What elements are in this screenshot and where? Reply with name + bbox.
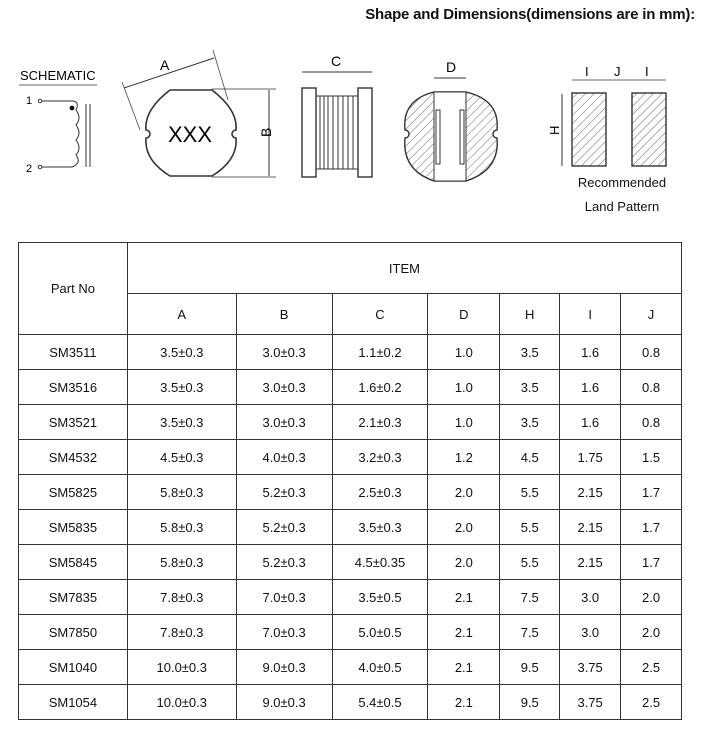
part-number-cell: SM1040: [19, 650, 128, 685]
dimension-cell: 3.0±0.3: [236, 405, 332, 440]
part-number-cell: SM7835: [19, 580, 128, 615]
dimension-cell: 3.5±0.3: [332, 510, 428, 545]
dimension-cell: 2.15: [560, 545, 621, 580]
dimension-cell: 5.5: [500, 545, 560, 580]
land-pattern-caption-2: Land Pattern: [584, 199, 660, 214]
dimension-cell: 3.5: [500, 370, 560, 405]
dimension-cell: 4.0±0.3: [236, 440, 332, 475]
side-view: [302, 53, 372, 177]
dimension-cell: 1.0: [428, 335, 500, 370]
column-header-j: J: [621, 294, 682, 335]
dimension-cell: 2.15: [560, 475, 621, 510]
table-row: [19, 440, 682, 475]
dimension-cell: 7.5: [500, 580, 560, 615]
dimension-cell: 5.4±0.5: [332, 685, 428, 720]
dimension-cell: 1.7: [621, 510, 682, 545]
part-number-cell: SM1054: [19, 685, 128, 720]
dimension-cell: 4.5±0.3: [127, 440, 236, 475]
part-number-cell: SM4532: [19, 440, 128, 475]
schematic-label: SCHEMATIC: [20, 68, 96, 83]
land-pattern-caption-1: Recommended: [577, 175, 667, 190]
dimension-cell: 7.8±0.3: [127, 580, 236, 615]
dimension-cell: 4.5: [500, 440, 560, 475]
dimension-cell: 2.0: [428, 475, 500, 510]
dimension-cell: 3.5: [500, 405, 560, 440]
dimension-cell: 1.2: [428, 440, 500, 475]
dim-a-label: A: [160, 57, 170, 73]
dimension-cell: 1.6: [560, 335, 621, 370]
dimension-cell: 2.1: [428, 650, 500, 685]
column-header-i: I: [560, 294, 621, 335]
dimension-cell: 2.1: [428, 580, 500, 615]
dimension-cell: 5.0±0.5: [332, 615, 428, 650]
dimension-cell: 10.0±0.3: [127, 685, 236, 720]
column-header-c: C: [332, 294, 428, 335]
dimension-cell: 5.8±0.3: [127, 475, 236, 510]
dimension-cell: 5.2±0.3: [236, 475, 332, 510]
dimension-cell: 1.75: [560, 440, 621, 475]
column-header-b: B: [236, 294, 332, 335]
dimension-cell: 3.75: [560, 650, 621, 685]
dimension-cell: 5.8±0.3: [127, 510, 236, 545]
bottom-view: [405, 59, 498, 181]
dimension-cell: 0.8: [621, 335, 682, 370]
table-row: [19, 475, 682, 510]
dimension-cell: 1.7: [621, 475, 682, 510]
dimension-cell: 2.1: [428, 615, 500, 650]
column-header-h: H: [500, 294, 560, 335]
dim-h-label: H: [547, 125, 562, 135]
table-row: [19, 405, 682, 440]
part-number-cell: SM3521: [19, 405, 128, 440]
column-header-a: A: [127, 294, 236, 335]
dimension-cell: 7.0±0.3: [236, 580, 332, 615]
dimension-cell: 3.5±0.3: [127, 335, 236, 370]
dimension-cell: 5.2±0.3: [236, 510, 332, 545]
land-pattern: [547, 64, 666, 166]
part-number-cell: SM5835: [19, 510, 128, 545]
dimension-cell: 2.15: [560, 510, 621, 545]
column-header-d: D: [428, 294, 500, 335]
table-row: [19, 580, 682, 615]
dim-i-label: I: [585, 64, 589, 79]
dimension-cell: 3.75: [560, 685, 621, 720]
dimension-cell: 3.5±0.3: [127, 405, 236, 440]
dimension-cell: 7.0±0.3: [236, 615, 332, 650]
dimension-diagram: [0, 0, 703, 230]
pin-2-label: 2: [26, 163, 33, 175]
dimension-cell: 3.5: [500, 335, 560, 370]
dimension-cell: 1.1±0.2: [332, 335, 428, 370]
dim-i-label-2: I: [645, 64, 649, 79]
dimension-cell: 1.7: [621, 545, 682, 580]
dimension-cell: 5.2±0.3: [236, 545, 332, 580]
part-no-header: Part No: [19, 243, 128, 335]
dimension-cell: 3.0: [560, 580, 621, 615]
dimension-cell: 1.6: [560, 405, 621, 440]
dim-b-label: B: [258, 127, 274, 137]
dimensions-table: [18, 242, 682, 720]
part-marking: XXX: [168, 122, 213, 147]
dimension-cell: 0.8: [621, 405, 682, 440]
dimension-cell: 3.2±0.3: [332, 440, 428, 475]
dimension-cell: 2.5: [621, 650, 682, 685]
dimension-cell: 3.0±0.3: [236, 335, 332, 370]
dimension-cell: 2.5±0.3: [332, 475, 428, 510]
part-number-cell: SM5845: [19, 545, 128, 580]
dimension-cell: 3.0±0.3: [236, 370, 332, 405]
dimension-cell: 2.0: [621, 580, 682, 615]
item-header: ITEM: [127, 243, 681, 294]
table-row: [19, 370, 682, 405]
dimension-cell: 1.6: [560, 370, 621, 405]
dim-d-label: D: [446, 59, 457, 75]
part-number-cell: SM5825: [19, 475, 128, 510]
dimension-cell: 9.0±0.3: [236, 650, 332, 685]
dimension-cell: 4.0±0.5: [332, 650, 428, 685]
dimension-cell: 2.0: [621, 615, 682, 650]
dimension-cell: 9.5: [500, 650, 560, 685]
dimension-cell: 2.0: [428, 545, 500, 580]
part-number-cell: SM3516: [19, 370, 128, 405]
dimension-cell: 1.0: [428, 370, 500, 405]
dimension-cell: 2.5: [621, 685, 682, 720]
dimension-cell: 5.5: [500, 510, 560, 545]
dimension-cell: 1.5: [621, 440, 682, 475]
dimension-cell: 2.1±0.3: [332, 405, 428, 440]
dimension-cell: 1.6±0.2: [332, 370, 428, 405]
dimension-cell: 3.5±0.3: [127, 370, 236, 405]
pin-1-label: 1: [26, 95, 33, 107]
section-title: Shape and Dimensions(dimensions are in mm):: [365, 6, 695, 23]
dimension-cell: 5.5: [500, 475, 560, 510]
part-number-cell: SM7850: [19, 615, 128, 650]
table-row: [19, 510, 682, 545]
part-number-cell: SM3511: [19, 335, 128, 370]
dim-c-label: C: [331, 53, 342, 69]
dimension-cell: 2.0: [428, 510, 500, 545]
dimension-cell: 0.8: [621, 370, 682, 405]
dimension-cell: 5.8±0.3: [127, 545, 236, 580]
dimension-cell: 10.0±0.3: [127, 650, 236, 685]
dimension-cell: 1.0: [428, 405, 500, 440]
table-row: [19, 650, 682, 685]
schematic-symbol: [19, 68, 97, 175]
table-row: [19, 545, 682, 580]
dimension-cell: 2.1: [428, 685, 500, 720]
top-view: [122, 50, 276, 177]
dimension-cell: 7.8±0.3: [127, 615, 236, 650]
table-row: [19, 685, 682, 720]
dimension-cell: 4.5±0.35: [332, 545, 428, 580]
dimension-cell: 9.5: [500, 685, 560, 720]
dimension-cell: 7.5: [500, 615, 560, 650]
dim-j-label: J: [614, 64, 621, 79]
dimension-cell: 3.5±0.5: [332, 580, 428, 615]
table-row: [19, 335, 682, 370]
table-row: [19, 615, 682, 650]
dimension-cell: 3.0: [560, 615, 621, 650]
dimension-cell: 9.0±0.3: [236, 685, 332, 720]
